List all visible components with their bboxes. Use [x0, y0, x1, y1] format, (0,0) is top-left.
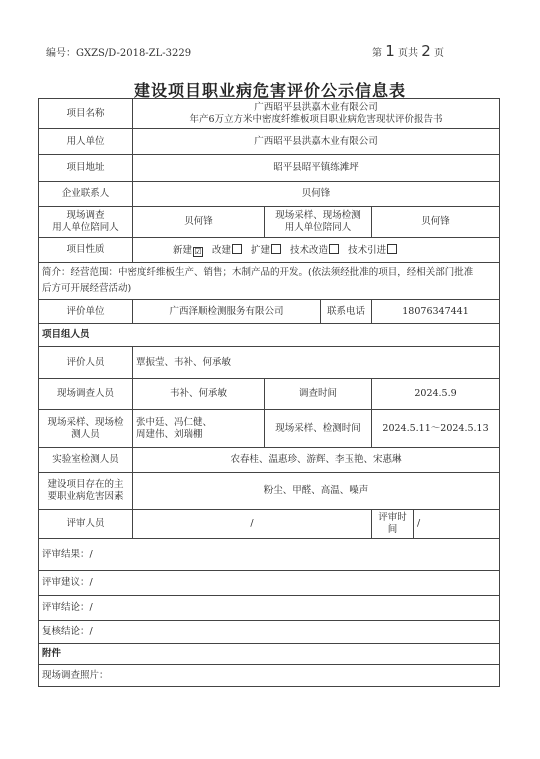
evaluator-value: 广西泽顺检测服务有限公司: [133, 300, 321, 324]
nature-options: [133, 238, 500, 263]
project-name-value: [133, 99, 500, 129]
checkbox-renovation: [329, 244, 339, 254]
field-survey-value: 韦补、何承敏: [133, 379, 265, 410]
evaluators-label: 评价人员: [39, 347, 133, 379]
nature-option-renovation: 技术改造: [290, 245, 348, 256]
intro-line1: 简介：经营范围：中密度纤维板生产、销售；木制产品的开发。(依法须经批准的项目，经相关部门批准: [42, 267, 474, 278]
checkbox-introduction: [387, 244, 397, 254]
photos-label: 现场调查照片：: [39, 665, 500, 687]
hazards-value: 粉尘、甲醛、高温、噪声: [133, 473, 500, 510]
lab-value: 农春桂、温惠珍、游辉、李玉艳、宋惠琳: [133, 448, 500, 473]
project-name-line1: 广西昭平县洪嘉木业有限公司: [254, 101, 378, 113]
row-field-survey: [39, 379, 500, 410]
checkbox-rebuild: [232, 244, 242, 254]
review-result: 评审结果：/: [39, 539, 500, 571]
recheck-conclusion: 复核结论：/: [39, 621, 500, 644]
team-header: 项目组人员: [39, 324, 500, 347]
row-lab: [39, 448, 500, 473]
hazards-label-line2: 要职业病危害因素: [47, 491, 124, 502]
survey-time-label: 调查时间: [265, 379, 372, 410]
survey-escort-label: [39, 207, 133, 238]
contact-label: 企业联系人: [39, 182, 133, 207]
sampling-escort-label-line1: 现场采样、现场检测: [275, 210, 361, 221]
row-team-header: [39, 324, 500, 347]
nature-option-rebuild: 改建: [212, 245, 251, 256]
nature-option-introduction: 技术引进: [348, 245, 406, 256]
sampling-escort-label: [265, 207, 372, 238]
sampling-value-line2: 周建伟、刘瑞棚: [136, 428, 203, 440]
survey-escort-value: 贝何锋: [133, 207, 265, 238]
review-advice: 评审建议：/: [39, 571, 500, 596]
row-intro: [39, 263, 500, 300]
sampling-escort-value: 贝何锋: [372, 207, 500, 238]
page-middle: 页共: [398, 48, 418, 59]
hazards-label-line1: 建设项目存在的主: [47, 479, 124, 490]
evaluators-value: 覃振莹、韦补、何承敏: [133, 347, 500, 379]
code-value: GXZS/D-2018-ZL-3229: [76, 48, 192, 59]
phone-value: 18076347441: [372, 300, 500, 324]
review-time-label: 评审时间: [372, 510, 414, 539]
sampling-time-value: 2024.5.11～2024.5.13: [372, 410, 500, 448]
row-contact: [39, 182, 500, 207]
row-address: [39, 155, 500, 182]
project-name-line2: 年产6万立方米中密度纤维板项目职业病危害现状评价报告书: [189, 113, 443, 125]
survey-time-value: 2024.5.9: [372, 379, 500, 410]
row-recheck-conclusion: [39, 621, 500, 644]
row-review-advice: [39, 571, 500, 596]
evaluator-label: 评价单位: [39, 300, 133, 324]
review-value: /: [133, 510, 372, 539]
code-label: 编号：: [46, 48, 76, 59]
intro-text: [39, 263, 500, 300]
row-hazards: [39, 473, 500, 510]
intro-line2: 后方可开展经营活动): [42, 283, 132, 294]
row-attachment: [39, 644, 500, 665]
page-current: 1: [385, 42, 395, 60]
page-prefix: 第: [372, 48, 382, 59]
checkbox-expand: [271, 244, 281, 254]
row-evaluator: [39, 300, 500, 324]
hazards-label: [39, 473, 133, 510]
sampling-label: [39, 410, 133, 448]
row-employer: [39, 129, 500, 155]
row-photos: [39, 665, 500, 687]
employer-value: 广西昭平县洪嘉木业有限公司: [133, 129, 500, 155]
phone-label: 联系电话: [321, 300, 372, 324]
page-title: 建设项目职业病危害评价公示信息表: [133, 81, 406, 100]
employer-label: 用人单位: [39, 129, 133, 155]
review-label: 评审人员: [39, 510, 133, 539]
lab-label: 实验室检测人员: [39, 448, 133, 473]
sampling-escort-label-line2: 用人单位陪同人: [284, 222, 352, 233]
sampling-label-line2: 测人员: [71, 428, 100, 440]
checkbox-new: ☑: [194, 246, 202, 256]
field-survey-label: 现场调查人员: [39, 379, 133, 410]
nature-label: 项目性质: [39, 238, 133, 263]
row-evaluators: [39, 347, 500, 379]
row-review-conclusion: [39, 596, 500, 621]
survey-escort-label-line1: 现场调查: [66, 210, 105, 221]
nature-option-new: 新建 ☑: [173, 244, 202, 256]
review-conclusion: 评审结论：/: [39, 596, 500, 621]
project-name-label: 项目名称: [39, 99, 133, 129]
row-review: [39, 510, 500, 539]
survey-escort-label-line2: 用人单位陪同人: [52, 222, 119, 233]
address-label: 项目地址: [39, 155, 133, 182]
row-project-name: [39, 99, 500, 129]
address-value: 昭平县昭平镇练滩坪: [133, 155, 500, 182]
row-review-result: [39, 539, 500, 571]
nature-option-expand: 扩建: [251, 245, 290, 256]
page-total: 2: [421, 42, 431, 60]
attachment-header: 附件: [39, 644, 500, 665]
info-table: [38, 98, 500, 687]
page-number: [372, 44, 444, 59]
review-time-value: /: [414, 510, 500, 539]
document-code: [46, 44, 191, 59]
row-sampling: [39, 410, 500, 448]
sampling-value-line1: 张中廷、冯仁健、: [136, 416, 213, 428]
row-nature: [39, 238, 500, 263]
sampling-value: [133, 410, 265, 448]
sampling-time-label: 现场采样、检测时间: [265, 410, 372, 448]
sampling-label-line1: 现场采样、现场检: [47, 416, 124, 428]
contact-value: 贝何锋: [133, 182, 500, 207]
page-suffix: 页: [434, 48, 444, 59]
row-survey-escort: [39, 207, 500, 238]
